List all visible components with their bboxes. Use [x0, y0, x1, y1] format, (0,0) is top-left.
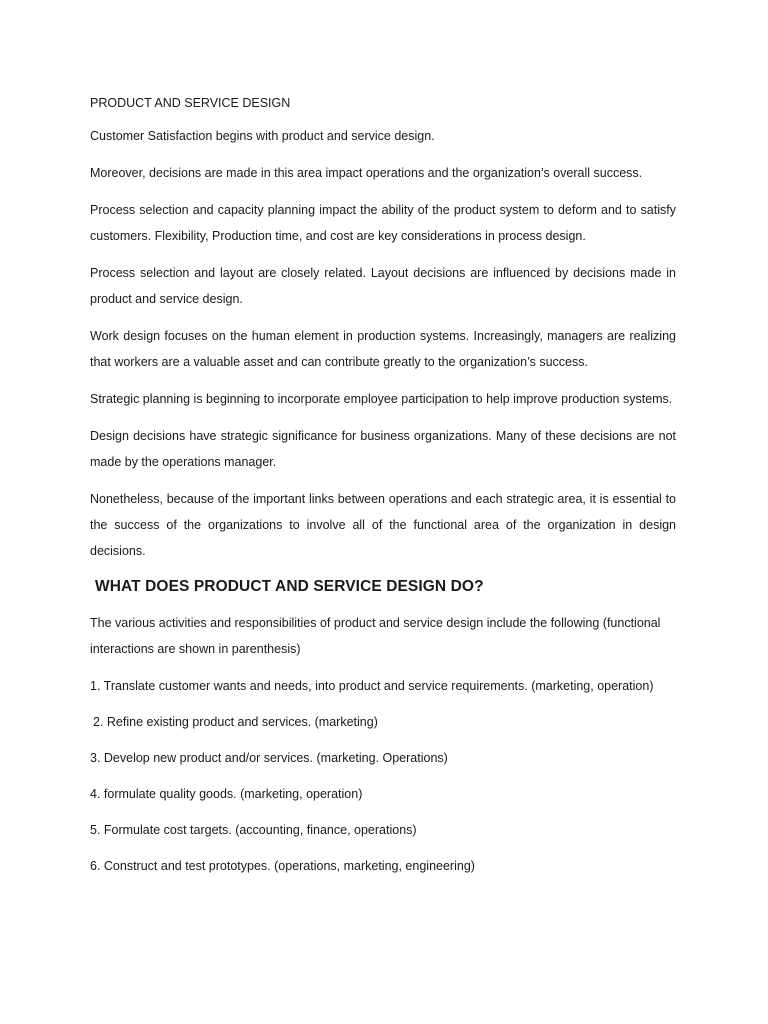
list-item: 5. Formulate cost targets. (accounting, finance, operations) — [90, 823, 417, 837]
paragraph: Moreover, decisions are made in this area impact operations and the organization’s overall success. — [90, 166, 643, 180]
paragraph: Process selection and capacity planning impact the ability of the product system to deform and to satisfy customers. Flexibility, Production time, and cost are key considerations in process design. — [90, 203, 676, 243]
document-body — [90, 93, 676, 889]
list-item: 1. Translate customer wants and needs, into product and service requirements. (marketing, operation) — [90, 679, 654, 693]
document-title: PRODUCT AND SERVICE DESIGN — [90, 96, 291, 110]
paragraph: Process selection and layout are closely related. Layout decisions are influenced by decisions made in product and service design. — [90, 266, 676, 306]
section-heading: WHAT DOES PRODUCT AND SERVICE DESIGN DO? — [95, 578, 484, 595]
section-intro: The various activities and responsibilities of product and service design include the following (functional interactions are shown in parenthesis) — [90, 616, 661, 656]
paragraph: Nonetheless, because of the important links between operations and each strategic area, it is essential to the success of the organizations to involve all of the functional area of the organization in design decisions. — [90, 492, 676, 558]
list-item: 3. Develop new product and/or services. (marketing. Operations) — [90, 751, 448, 765]
paragraph: Strategic planning is beginning to incorporate employee participation to help improve production systems. — [90, 392, 673, 406]
paragraph: Design decisions have strategic significance for business organizations. Many of these decisions are not made by the operations manager. — [90, 429, 676, 469]
list-item: 6. Construct and test prototypes. (operations, marketing, engineering) — [90, 859, 475, 873]
paragraph: Customer Satisfaction begins with product and service design. — [90, 129, 435, 143]
list-item: 4. formulate quality goods. (marketing, operation) — [90, 787, 363, 801]
paragraph: Work design focuses on the human element in production systems. Increasingly, managers are realizing that workers are a valuable asset and can contribute greatly to the organization’s success. — [90, 329, 676, 369]
list-item: 2. Refine existing product and services. (marketing) — [93, 715, 378, 729]
